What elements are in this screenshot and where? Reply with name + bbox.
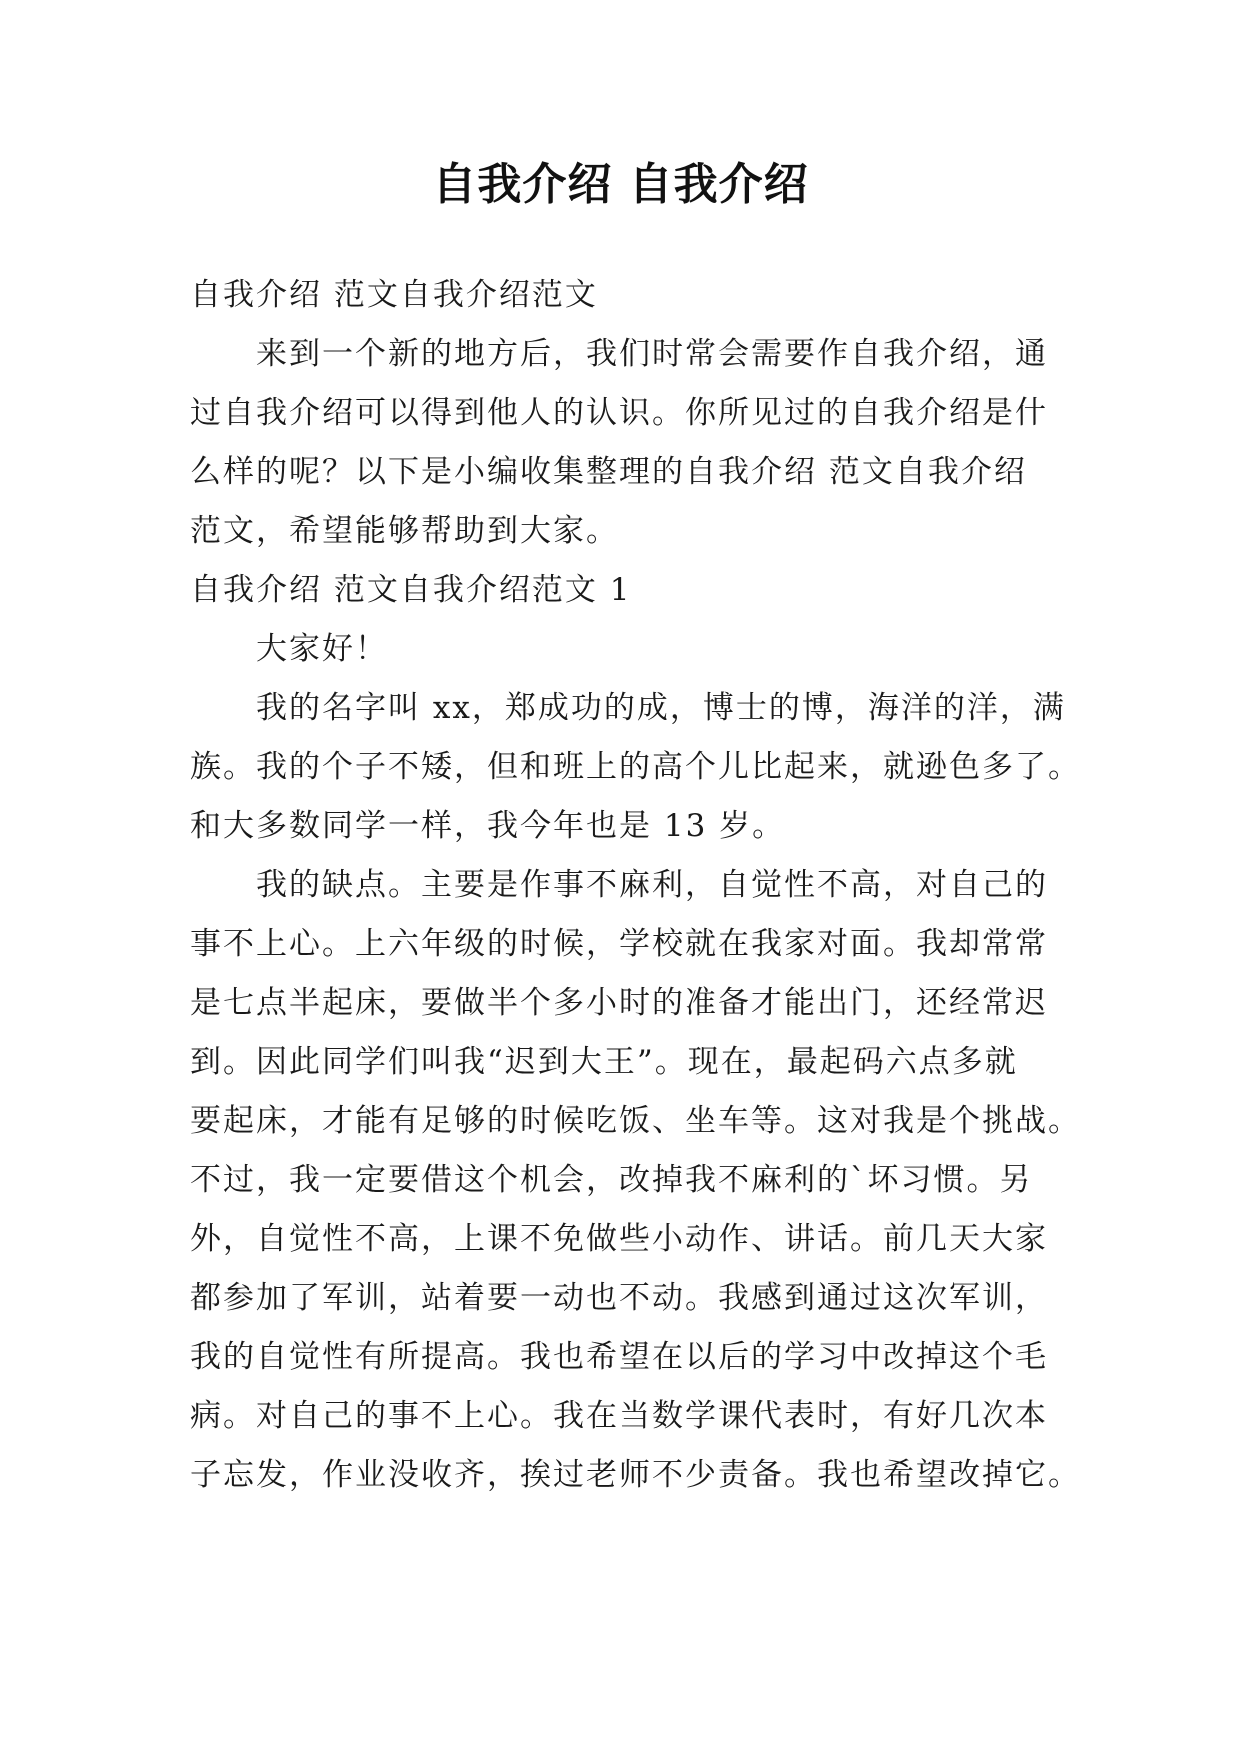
paragraph-name (190, 679, 1081, 856)
paragraph-line: 到。因此同学们叫我“迟到大王”。现在，最起码六点多就 (190, 1044, 1018, 1080)
intro-line: 来到一个新的地方后，我们时常会需要作自我介绍，通 (256, 336, 1048, 372)
section-heading-1: 自我介绍 范文自我介绍范文 1 (190, 572, 632, 608)
intro-line: 过自我介绍可以得到他人的认识。你所见过的自我介绍是什 (190, 395, 1048, 431)
paragraph-line: 和大多数同学一样，我今年也是 13 岁。 (190, 808, 786, 844)
greeting-line: 大家好！ (256, 631, 388, 667)
paragraph-line: 不过，我一定要借这个机会，改掉我不麻利的`坏习惯。另 (190, 1162, 1033, 1198)
intro-line: 范文，希望能够帮助到大家。 (190, 513, 619, 549)
document-title: 自我介绍 自我介绍 (432, 159, 809, 210)
intro-line: 么样的呢？以下是小编收集整理的自我介绍 范文自我介绍 (190, 454, 1027, 490)
paragraph-line: 是七点半起床，要做半个多小时的准备才能出门，还经常迟 (190, 985, 1048, 1021)
paragraph-line: 我的自觉性有所提高。我也希望在以后的学习中改掉这个毛 (190, 1339, 1048, 1375)
intro-paragraph (190, 325, 1050, 561)
section-heading-intro: 自我介绍 范文自我介绍范文 (190, 277, 598, 313)
paragraph-line: 子忘发，作业没收齐，挨过老师不少责备。我也希望改掉它。 (190, 1457, 1081, 1493)
paragraph-line: 族。我的个子不矮，但和班上的高个儿比起来，就逊色多了。 (190, 749, 1081, 785)
paragraph-line: 我的缺点。主要是作事不麻利，自觉性不高，对自己的 (256, 867, 1048, 903)
greeting-paragraph (190, 620, 1050, 679)
paragraph-line: 事不上心。上六年级的时候，学校就在我家对面。我却常常 (190, 926, 1048, 962)
paragraph-line: 都参加了军训，站着要一动也不动。我感到通过这次军训， (190, 1280, 1048, 1316)
paragraph-shortcomings (190, 856, 1081, 1505)
paragraph-line: 外，自觉性不高，上课不免做些小动作、讲话。前几天大家 (190, 1221, 1048, 1257)
paragraph-line: 病。对自己的事不上心。我在当数学课代表时，有好几次本 (190, 1398, 1048, 1434)
paragraph-line: 我的名字叫 xx，郑成功的成，博士的博，海洋的洋，满 (256, 690, 1066, 726)
paragraph-line: 要起床，才能有足够的时候吃饭、坐车等。这对我是个挑战。 (190, 1103, 1081, 1139)
